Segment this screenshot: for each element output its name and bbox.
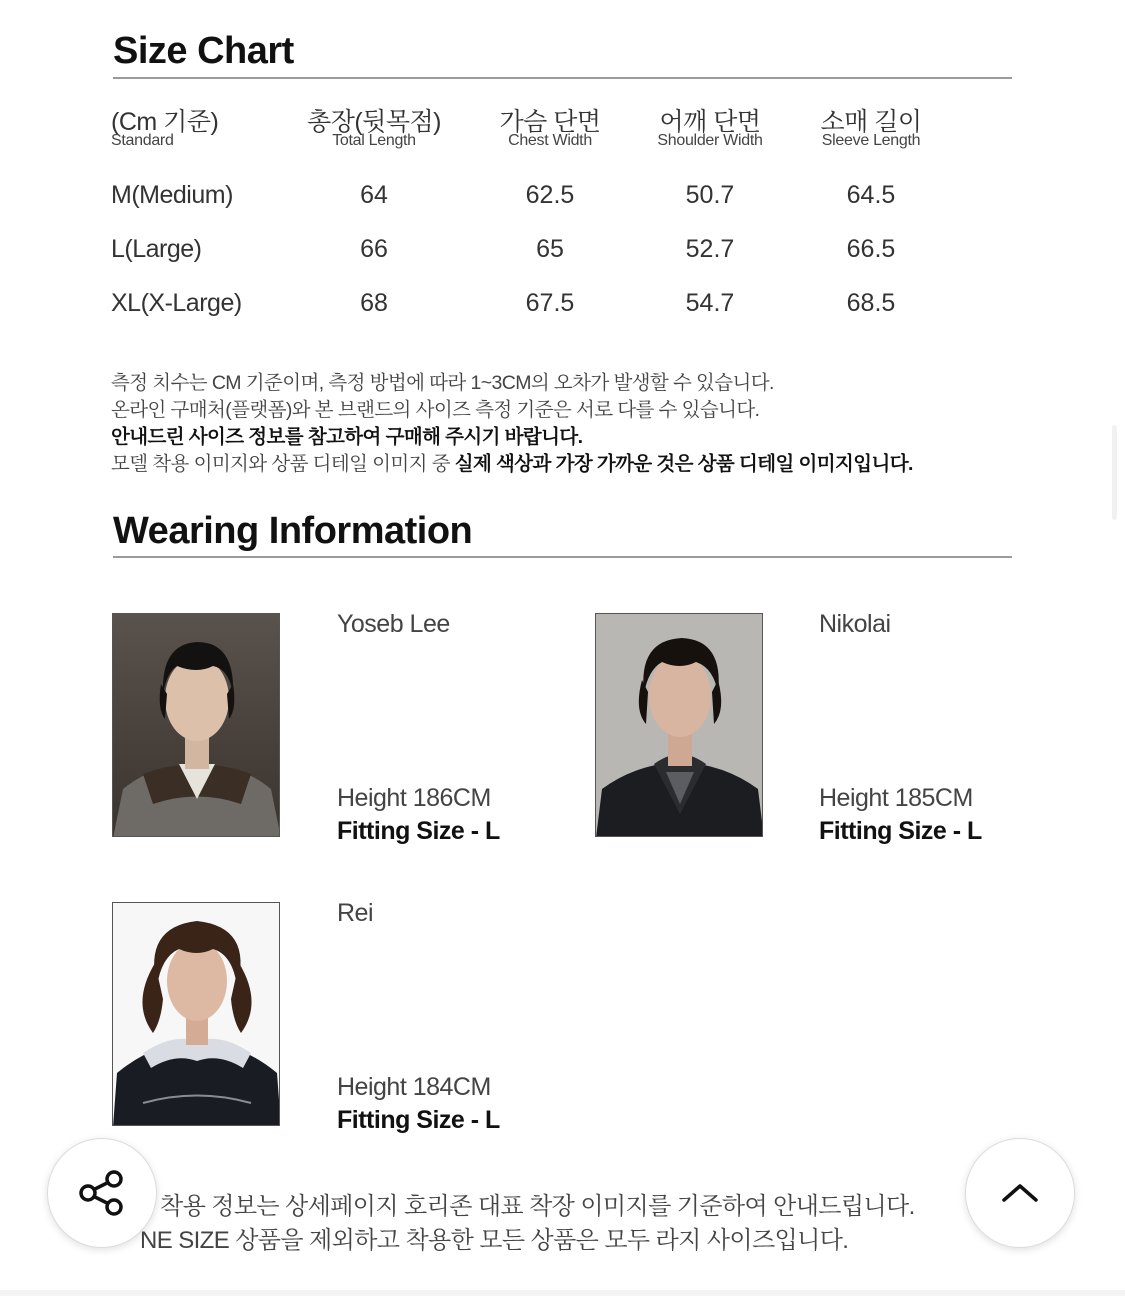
size-label: L(Large) (111, 235, 202, 263)
header-shoulder-width-en: Shoulder Width (657, 132, 763, 149)
size-chart-divider (113, 77, 1012, 79)
model-photo-yoseb-lee (112, 613, 280, 837)
shoulder-width-value: 50.7 (685, 181, 735, 209)
scroll-to-top-button[interactable] (965, 1138, 1075, 1248)
header-total-length (294, 110, 454, 149)
shoulder-width-value: 52.7 (685, 235, 735, 263)
size-row-m (0, 175, 1125, 215)
header-sleeve-length (800, 110, 942, 149)
size-note-4-regular: 모델 착용 이미지와 상품 디테일 이미지 중 (111, 453, 455, 475)
size-note-4-bold: 실제 색상과 가장 가까운 것은 상품 디테일 이미지입니다. (454, 453, 913, 475)
header-chest-width-ko: 가슴 단면 (499, 108, 601, 136)
size-row-l (0, 229, 1125, 269)
model-photo-nikolai (595, 613, 763, 837)
bottom-edge-bar (0, 1290, 1125, 1296)
chevron-up-icon (998, 1178, 1042, 1208)
model-name-yoseb-lee: Yoseb Lee (337, 610, 450, 638)
size-label: XL(X-Large) (111, 289, 242, 317)
wearing-note-2: NE SIZE 상품을 제외하고 착용한 모든 상품은 모두 라지 사이즈입니다. (140, 1227, 849, 1254)
sleeve-length-value: 68.5 (846, 289, 896, 317)
shoulder-width-value: 54.7 (685, 289, 735, 317)
wearing-note-1: 착용 정보는 상세페이지 호리존 대표 착장 이미지를 기준하여 안내드립니다. (160, 1193, 915, 1220)
model-height-rei: Height 184CM (337, 1073, 491, 1101)
size-note-3-bold: 안내드린 사이즈 정보를 참고하여 구매해 주시기 바랍니다. (111, 426, 583, 448)
chest-width-value: 65 (536, 235, 564, 263)
wearing-info-title: Wearing Information (113, 510, 473, 552)
scrollbar[interactable] (1112, 425, 1117, 520)
total-length-value: 64 (360, 181, 388, 209)
header-chest-width-en: Chest Width (508, 132, 592, 149)
header-standard-en: Standard (111, 132, 174, 149)
share-button[interactable] (47, 1138, 157, 1248)
header-standard-ko: (Cm 기준) (111, 108, 219, 136)
size-notes (111, 370, 1011, 478)
size-note-4 (111, 451, 1011, 478)
sleeve-length-value: 64.5 (846, 181, 896, 209)
sleeve-length-value: 66.5 (846, 235, 896, 263)
model-fit-rei: Fitting Size - L (337, 1106, 500, 1134)
header-total-length-en: Total Length (332, 132, 416, 149)
header-standard (111, 110, 218, 149)
size-label: M(Medium) (111, 181, 233, 209)
header-shoulder-width (635, 110, 785, 149)
size-note-2: 온라인 구매처(플랫폼)와 본 브랜드의 사이즈 측정 기준은 서로 다를 수 있습니다. (111, 399, 760, 421)
model-fit-nikolai: Fitting Size - L (819, 817, 982, 845)
header-chest-width (480, 110, 620, 149)
model-name-rei: Rei (337, 899, 374, 927)
model-photo-rei (112, 902, 280, 1126)
size-row-xl (0, 283, 1125, 323)
share-icon (74, 1165, 130, 1221)
size-chart-title: Size Chart (113, 30, 294, 72)
model-portrait-illustration (596, 614, 763, 837)
size-note-1: 측정 치수는 CM 기준이며, 측정 방법에 따라 1~3CM의 오차가 발생할 수 있습니다. (111, 372, 774, 394)
chest-width-value: 67.5 (525, 289, 575, 317)
model-name-nikolai: Nikolai (819, 610, 891, 638)
model-height-yoseb-lee: Height 186CM (337, 784, 491, 812)
total-length-value: 66 (360, 235, 388, 263)
size-note-3 (111, 424, 1011, 451)
wearing-info-divider (113, 556, 1012, 558)
model-height-nikolai: Height 185CM (819, 784, 973, 812)
model-fit-yoseb-lee: Fitting Size - L (337, 817, 500, 845)
model-portrait-illustration (113, 614, 280, 837)
header-sleeve-length-ko: 소매 길이 (820, 108, 922, 136)
header-total-length-ko: 총장(뒷목점) (307, 108, 441, 136)
chest-width-value: 62.5 (525, 181, 575, 209)
header-sleeve-length-en: Sleeve Length (821, 132, 921, 149)
header-shoulder-width-ko: 어깨 단면 (659, 108, 761, 136)
total-length-value: 68 (360, 289, 388, 317)
model-portrait-illustration (113, 903, 280, 1126)
